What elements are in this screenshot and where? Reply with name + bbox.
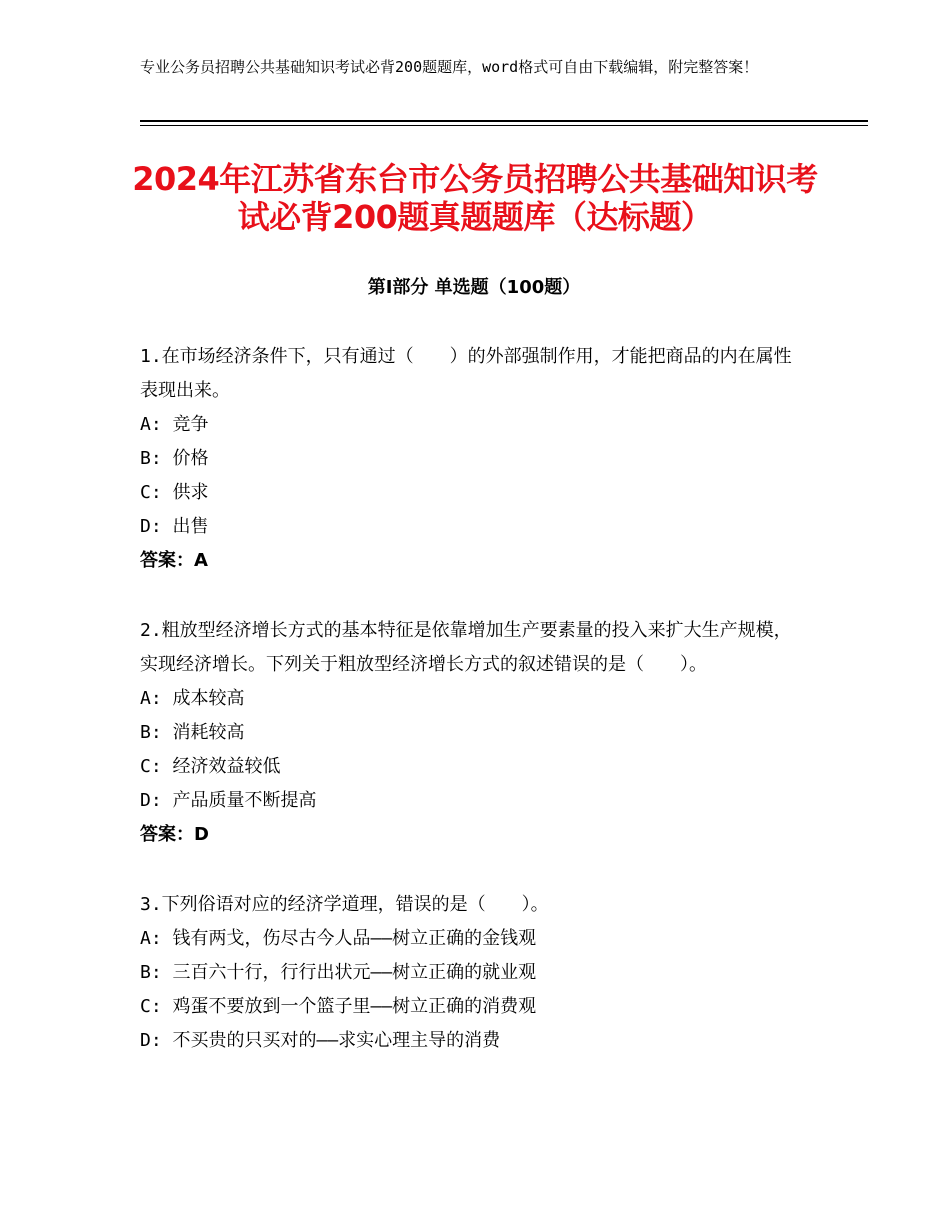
option-b: B: 消耗较高 [140,722,245,743]
question-stem: 3.下列俗语对应的经济学道理，错误的是（ ）。 [140,894,549,915]
option-a: A: 钱有两戈，伤尽古今人品——树立正确的金钱观 [140,928,537,949]
option-a: A: 成本较高 [140,688,245,709]
question-stem: 2.粗放型经济增长方式的基本特征是依靠增加生产要素量的投入来扩大生产规模，实现经济增长。下列关于粗放型经济增长方式的叙述错误的是（ ）。 [140,620,792,675]
question-stem: 1.在市场经济条件下，只有通过（ ）的外部强制作用，才能把商品的内在属性表现出来。 [140,346,792,401]
option-a: A: 竞争 [140,414,209,435]
question-1 [140,340,808,578]
option-c: C: 鸡蛋不要放到一个篮子里——树立正确的消费观 [140,996,537,1017]
option-c: C: 供求 [140,482,209,503]
header-note: 专业公务员招聘公共基础知识考试必背200题题库，word格式可自由下载编辑，附完整答案！ [140,58,759,76]
document-title: 2024年江苏省东台市公务员招聘公共基础知识考试必背200题真题题库（达标题） [132,160,818,236]
option-d: D: 产品质量不断提高 [140,790,317,811]
answer: 答案：A [140,550,208,571]
header-divider-thick [140,120,868,122]
option-c: C: 经济效益较低 [140,756,281,777]
option-b: B: 价格 [140,448,209,469]
section-title: 第Ⅰ部分 单选题（100题） [367,277,581,298]
question-3 [140,888,808,1058]
option-b: B: 三百六十行，行行出状元——树立正确的就业观 [140,962,537,983]
question-2 [140,614,808,852]
header-divider-thin [140,125,868,126]
option-d: D: 出售 [140,516,209,537]
question-list [140,340,808,1094]
answer: 答案：D [140,824,209,845]
option-d: D: 不买贵的只买对的——求实心理主导的消费 [140,1030,501,1051]
